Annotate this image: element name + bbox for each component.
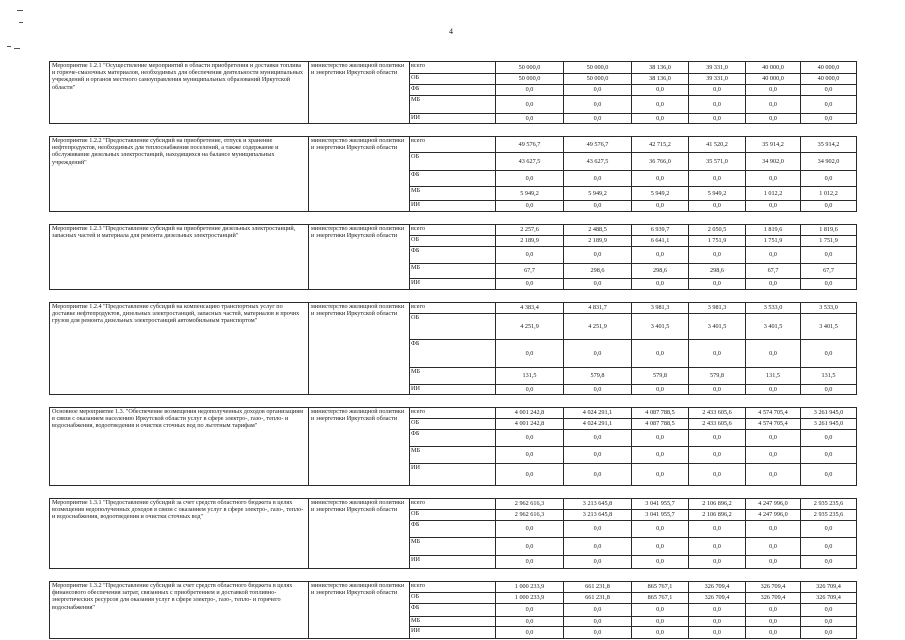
- amount-cell: 0,0: [496, 521, 564, 538]
- amount-cell: 298,6: [689, 264, 746, 279]
- funding-source: ФБ: [410, 171, 496, 187]
- amount-cell: 3 041 955,7: [632, 499, 689, 510]
- amount-cell: 0,0: [564, 114, 632, 124]
- amount-cell: 0,0: [496, 556, 564, 569]
- amount-cell: 0,0: [746, 340, 801, 368]
- amount-cell: 0,0: [564, 447, 632, 464]
- amount-cell: 0,0: [564, 85, 632, 96]
- amount-cell: 0,0: [632, 247, 689, 264]
- amount-cell: 41 520,2: [689, 137, 746, 153]
- amount-cell: 2 962 616,3: [496, 510, 564, 521]
- funding-source: ФБ: [410, 85, 496, 96]
- funding-source: ИИ: [410, 385, 496, 395]
- measure-executor: министерство жилищной политики и энергетики Иркутской области: [309, 408, 410, 486]
- funding-source: всего: [410, 62, 496, 74]
- amount-cell: 0,0: [689, 279, 746, 290]
- amount-cell: 0,0: [632, 279, 689, 290]
- amount-cell: 0,0: [689, 604, 746, 617]
- amount-cell: 3 533,0: [801, 303, 857, 314]
- amount-cell: 50 000,0: [496, 74, 564, 85]
- amount-cell: 2 935 235,6: [801, 510, 857, 521]
- amount-cell: 0,0: [801, 114, 857, 124]
- amount-cell: 0,0: [632, 171, 689, 187]
- measure-name: Мероприятие 1.2.3 "Предоставление субсидий на приобретение дизельных электростанций, запасных частей и материала для ремонта дизельных электростанций": [50, 225, 309, 290]
- table-row: [50, 225, 857, 236]
- funding-source: ФБ: [410, 430, 496, 447]
- amount-cell: 35 914,2: [746, 137, 801, 153]
- amount-cell: 0,0: [689, 521, 746, 538]
- amount-cell: 0,0: [496, 340, 564, 368]
- amount-cell: 0,0: [746, 247, 801, 264]
- amount-cell: 0,0: [689, 96, 746, 114]
- amount-cell: 3 401,5: [632, 314, 689, 340]
- amount-cell: 3 213 645,8: [564, 510, 632, 521]
- amount-cell: 2 488,5: [564, 225, 632, 236]
- amount-cell: 0,0: [801, 171, 857, 187]
- amount-cell: 0,0: [801, 279, 857, 290]
- amount-cell: 326 709,4: [746, 582, 801, 593]
- amount-cell: 0,0: [689, 385, 746, 395]
- amount-cell: 4 831,7: [564, 303, 632, 314]
- amount-cell: 0,0: [496, 385, 564, 395]
- amount-cell: 2 189,9: [564, 236, 632, 247]
- amount-cell: 326 709,4: [801, 593, 857, 604]
- amount-cell: 1 751,9: [801, 236, 857, 247]
- amount-cell: 0,0: [801, 96, 857, 114]
- amount-cell: 35 571,0: [689, 153, 746, 171]
- amount-cell: 3 981,3: [632, 303, 689, 314]
- amount-cell: 0,0: [496, 279, 564, 290]
- funding-source: всего: [410, 225, 496, 236]
- measure-executor: министерство жилищной политики и энергетики Иркутской области: [309, 225, 410, 290]
- amount-cell: 4 574 705,4: [746, 419, 801, 430]
- amount-cell: 1 751,9: [746, 236, 801, 247]
- block-spacer: [50, 486, 857, 499]
- amount-cell: 0,0: [564, 385, 632, 395]
- amount-cell: 40 000,0: [801, 62, 857, 74]
- amount-cell: 0,0: [564, 96, 632, 114]
- amount-cell: 0,0: [801, 85, 857, 96]
- amount-cell: 0,0: [632, 96, 689, 114]
- amount-cell: 4 001 242,8: [496, 419, 564, 430]
- amount-cell: 0,0: [746, 201, 801, 212]
- block-spacer: [50, 212, 857, 225]
- amount-cell: 0,0: [689, 430, 746, 447]
- amount-cell: 0,0: [632, 617, 689, 627]
- amount-cell: 4 247 996,0: [746, 499, 801, 510]
- amount-cell: 0,0: [801, 447, 857, 464]
- funding-source: всего: [410, 303, 496, 314]
- amount-cell: 0,0: [564, 627, 632, 639]
- amount-cell: 3 261 945,0: [801, 408, 857, 419]
- amount-cell: 579,8: [564, 368, 632, 385]
- amount-cell: 67,7: [746, 264, 801, 279]
- amount-cell: 0,0: [746, 171, 801, 187]
- amount-cell: 39 331,0: [689, 62, 746, 74]
- funding-source: ИИ: [410, 556, 496, 569]
- amount-cell: 3 041 955,7: [632, 510, 689, 521]
- amount-cell: 326 709,4: [689, 593, 746, 604]
- amount-cell: 4 247 996,0: [746, 510, 801, 521]
- amount-cell: 0,0: [564, 247, 632, 264]
- amount-cell: 661 231,8: [564, 582, 632, 593]
- amount-cell: 0,0: [564, 279, 632, 290]
- amount-cell: 3 533,0: [746, 303, 801, 314]
- amount-cell: 67,7: [496, 264, 564, 279]
- funding-source: МБ: [410, 96, 496, 114]
- amount-cell: 0,0: [689, 340, 746, 368]
- block-spacer: [50, 290, 857, 303]
- amount-cell: 0,0: [746, 385, 801, 395]
- amount-cell: 0,0: [496, 464, 564, 486]
- table-row: [50, 303, 857, 314]
- amount-cell: 1 819,6: [801, 225, 857, 236]
- funding-source: МБ: [410, 368, 496, 385]
- table-row: [50, 582, 857, 593]
- amount-cell: 36 766,0: [632, 153, 689, 171]
- amount-cell: 0,0: [564, 538, 632, 556]
- amount-cell: 0,0: [801, 385, 857, 395]
- amount-cell: 2 106 896,2: [689, 510, 746, 521]
- amount-cell: 0,0: [801, 617, 857, 627]
- amount-cell: 50 000,0: [564, 74, 632, 85]
- amount-cell: 0,0: [496, 96, 564, 114]
- amount-cell: 0,0: [496, 430, 564, 447]
- amount-cell: 50 000,0: [564, 62, 632, 74]
- amount-cell: 0,0: [746, 114, 801, 124]
- amount-cell: 0,0: [496, 627, 564, 639]
- amount-cell: 131,5: [801, 368, 857, 385]
- amount-cell: 5 949,2: [689, 187, 746, 201]
- amount-cell: 0,0: [496, 114, 564, 124]
- amount-cell: 0,0: [496, 171, 564, 187]
- block-spacer: [50, 569, 857, 582]
- amount-cell: 0,0: [801, 201, 857, 212]
- amount-cell: 0,0: [689, 247, 746, 264]
- amount-cell: 0,0: [564, 430, 632, 447]
- amount-cell: 0,0: [564, 201, 632, 212]
- amount-cell: 0,0: [564, 340, 632, 368]
- amount-cell: 0,0: [801, 521, 857, 538]
- amount-cell: 0,0: [689, 627, 746, 639]
- amount-cell: 0,0: [632, 627, 689, 639]
- amount-cell: 0,0: [689, 617, 746, 627]
- funding-source: всего: [410, 137, 496, 153]
- amount-cell: 0,0: [689, 85, 746, 96]
- amount-cell: 0,0: [689, 538, 746, 556]
- amount-cell: 4 087 788,5: [632, 419, 689, 430]
- amount-cell: 0,0: [689, 201, 746, 212]
- funding-source: всего: [410, 582, 496, 593]
- amount-cell: 2 935 235,6: [801, 499, 857, 510]
- amount-cell: 0,0: [746, 521, 801, 538]
- funding-source: ФБ: [410, 340, 496, 368]
- amount-cell: 0,0: [746, 538, 801, 556]
- amount-cell: 0,0: [632, 85, 689, 96]
- amount-cell: 3 261 945,0: [801, 419, 857, 430]
- amount-cell: 0,0: [496, 85, 564, 96]
- block-spacer: [50, 395, 857, 408]
- measure-name: Мероприятие 1.2.4 "Предоставление субсидий на компенсацию транспортных услуг по доставке нефтепродуктов, дизельных электростанций, запасных частей, материалов и прочих грузов для ремонта дизельных электростанций автомобильным транспортом": [50, 303, 309, 395]
- amount-cell: 50 000,0: [496, 62, 564, 74]
- amount-cell: 40 000,0: [746, 62, 801, 74]
- amount-cell: 865 767,1: [632, 582, 689, 593]
- amount-cell: 0,0: [801, 604, 857, 617]
- amount-cell: 4 087 788,5: [632, 408, 689, 419]
- page-number: 4: [449, 27, 453, 36]
- amount-cell: 43 627,5: [496, 153, 564, 171]
- amount-cell: 0,0: [496, 538, 564, 556]
- funding-source: ФБ: [410, 604, 496, 617]
- amount-cell: 40 000,0: [801, 74, 857, 85]
- funding-source: МБ: [410, 538, 496, 556]
- amount-cell: 2 257,6: [496, 225, 564, 236]
- amount-cell: 2 433 605,6: [689, 408, 746, 419]
- amount-cell: 3 401,5: [746, 314, 801, 340]
- scan-edge-marks: [5, 8, 25, 58]
- amount-cell: 2 050,5: [689, 225, 746, 236]
- amount-cell: 2 106 896,2: [689, 499, 746, 510]
- amount-cell: 0,0: [801, 247, 857, 264]
- measure-executor: министерство жилищной политики и энергетики Иркутской области: [309, 499, 410, 569]
- amount-cell: 0,0: [746, 617, 801, 627]
- amount-cell: 0,0: [801, 556, 857, 569]
- amount-cell: 34 902,0: [746, 153, 801, 171]
- funding-source: ОБ: [410, 419, 496, 430]
- budget-table: [49, 61, 857, 639]
- funding-source: МБ: [410, 264, 496, 279]
- funding-source: ИИ: [410, 464, 496, 486]
- amount-cell: 3 981,3: [689, 303, 746, 314]
- amount-cell: 0,0: [746, 96, 801, 114]
- amount-cell: 38 136,0: [632, 62, 689, 74]
- amount-cell: 1 751,9: [689, 236, 746, 247]
- amount-cell: 4 024 291,1: [564, 408, 632, 419]
- amount-cell: 6 641,1: [632, 236, 689, 247]
- amount-cell: 0,0: [689, 556, 746, 569]
- amount-cell: 1 012,2: [801, 187, 857, 201]
- funding-source: ИИ: [410, 201, 496, 212]
- amount-cell: 49 576,7: [564, 137, 632, 153]
- amount-cell: 0,0: [564, 464, 632, 486]
- amount-cell: 3 401,5: [801, 314, 857, 340]
- amount-cell: 0,0: [496, 617, 564, 627]
- amount-cell: 4 251,9: [496, 314, 564, 340]
- amount-cell: 0,0: [746, 556, 801, 569]
- amount-cell: 0,0: [801, 538, 857, 556]
- amount-cell: 579,8: [689, 368, 746, 385]
- amount-cell: 1 012,2: [746, 187, 801, 201]
- amount-cell: 0,0: [746, 627, 801, 639]
- funding-source: ОБ: [410, 314, 496, 340]
- measure-name: Мероприятие 1.2.1 "Осуществление мероприятий в области приобретения и доставки топлива и горюче-смазочных материалов, необходимых для обеспечения деятельности муниципальных учреждений и органов местного самоуправления муниципальных образований Иркутской области": [50, 62, 309, 124]
- amount-cell: 0,0: [746, 279, 801, 290]
- amount-cell: 0,0: [689, 114, 746, 124]
- amount-cell: 0,0: [632, 430, 689, 447]
- amount-cell: 3 213 645,8: [564, 499, 632, 510]
- amount-cell: 326 709,4: [689, 582, 746, 593]
- amount-cell: 0,0: [746, 447, 801, 464]
- amount-cell: 0,0: [632, 447, 689, 464]
- amount-cell: 1 000 233,9: [496, 593, 564, 604]
- amount-cell: 1 819,6: [746, 225, 801, 236]
- amount-cell: 326 709,4: [801, 582, 857, 593]
- amount-cell: 0,0: [496, 604, 564, 617]
- table-row: [50, 137, 857, 153]
- funding-source: ИИ: [410, 114, 496, 124]
- amount-cell: 0,0: [632, 538, 689, 556]
- amount-cell: 0,0: [632, 604, 689, 617]
- funding-source: ИИ: [410, 627, 496, 639]
- measure-name: Основное мероприятие 1.3. "Обеспечение возмещения недополученных доходов организациям в связи с оказанием населению Иркутской области услуг в сфере электро-, газо-, тепло- и водоснабжения, водоотведения и очистки сточных вод по льготным тарифам": [50, 408, 309, 486]
- amount-cell: 0,0: [632, 114, 689, 124]
- amount-cell: 4 574 705,4: [746, 408, 801, 419]
- funding-source: МБ: [410, 187, 496, 201]
- amount-cell: 326 709,4: [746, 593, 801, 604]
- amount-cell: 42 715,2: [632, 137, 689, 153]
- amount-cell: 49 576,7: [496, 137, 564, 153]
- measure-name: Мероприятие 1.3.2 "Предоставление субсидий за счет средств областного бюджета в целях финансового обеспечения затрат, связанных с приобретением и доставкой топливно-энергетических ресурсов для оказания услуг в сфере электро-, газо-, тепло- и горячего водоснабжения": [50, 582, 309, 639]
- amount-cell: 0,0: [564, 521, 632, 538]
- amount-cell: 3 401,5: [689, 314, 746, 340]
- amount-cell: 5 949,2: [564, 187, 632, 201]
- measure-name: Мероприятие 1.2.2 "Предоставление субсидий на приобретение, отпуск и хранение нефтепродуктов, необходимых для теплоснабжения поселений, а также содержание и обслуживание дизельных электростанций, находящихся на балансе муниципальных учреждений": [50, 137, 309, 212]
- funding-source: ОБ: [410, 74, 496, 85]
- amount-cell: 0,0: [632, 340, 689, 368]
- amount-cell: 38 136,0: [632, 74, 689, 85]
- amount-cell: 131,5: [746, 368, 801, 385]
- amount-cell: 0,0: [564, 556, 632, 569]
- amount-cell: 4 001 242,8: [496, 408, 564, 419]
- funding-source: ОБ: [410, 593, 496, 604]
- funding-source: ИИ: [410, 279, 496, 290]
- measure-executor: министерство жилищной политики и энергетики Иркутской области: [309, 62, 410, 124]
- amount-cell: 298,6: [632, 264, 689, 279]
- amount-cell: 0,0: [564, 617, 632, 627]
- block-spacer: [50, 124, 857, 137]
- table-row: [50, 408, 857, 419]
- amount-cell: 0,0: [746, 604, 801, 617]
- amount-cell: 0,0: [801, 627, 857, 639]
- funding-source: ОБ: [410, 236, 496, 247]
- amount-cell: 0,0: [564, 604, 632, 617]
- amount-cell: 39 331,0: [689, 74, 746, 85]
- amount-cell: 0,0: [746, 464, 801, 486]
- amount-cell: 0,0: [801, 464, 857, 486]
- amount-cell: 0,0: [632, 521, 689, 538]
- amount-cell: 661 231,8: [564, 593, 632, 604]
- amount-cell: 4 251,9: [564, 314, 632, 340]
- funding-source: ОБ: [410, 510, 496, 521]
- amount-cell: 4 383,4: [496, 303, 564, 314]
- amount-cell: 0,0: [496, 201, 564, 212]
- amount-cell: 0,0: [689, 171, 746, 187]
- amount-cell: 67,7: [801, 264, 857, 279]
- amount-cell: 4 024 291,1: [564, 419, 632, 430]
- funding-source: ОБ: [410, 153, 496, 171]
- amount-cell: 0,0: [496, 447, 564, 464]
- amount-cell: 0,0: [632, 201, 689, 212]
- amount-cell: 0,0: [689, 464, 746, 486]
- amount-cell: 865 767,1: [632, 593, 689, 604]
- amount-cell: 0,0: [746, 430, 801, 447]
- amount-cell: 0,0: [632, 464, 689, 486]
- funding-source: МБ: [410, 447, 496, 464]
- amount-cell: 2 433 605,6: [689, 419, 746, 430]
- amount-cell: 2 189,9: [496, 236, 564, 247]
- amount-cell: 0,0: [632, 385, 689, 395]
- measure-executor: министерство жилищной политики и энергетики Иркутской области: [309, 137, 410, 212]
- funding-source: ФБ: [410, 521, 496, 538]
- funding-source: всего: [410, 408, 496, 419]
- measure-executor: министерство жилищной политики и энергетики Иркутской области: [309, 303, 410, 395]
- funding-source: ФБ: [410, 247, 496, 264]
- amount-cell: 35 914,2: [801, 137, 857, 153]
- amount-cell: 131,5: [496, 368, 564, 385]
- funding-source: всего: [410, 499, 496, 510]
- amount-cell: 1 000 233,9: [496, 582, 564, 593]
- measure-executor: министерство жилищной политики и энергетики Иркутской области: [309, 582, 410, 639]
- measure-name: Мероприятие 1.3.1 "Предоставление субсидий за счет средств областного бюджета в целях возмещения недополученных доходов в связи с оказанием услуг в сфере электро-, газо-, тепло- и водоснабжения, водоотведения и очистки сточных вод": [50, 499, 309, 569]
- amount-cell: 0,0: [496, 247, 564, 264]
- amount-cell: 5 949,2: [496, 187, 564, 201]
- table-row: [50, 499, 857, 510]
- amount-cell: 43 627,5: [564, 153, 632, 171]
- amount-cell: 0,0: [564, 171, 632, 187]
- table-row: [50, 62, 857, 74]
- amount-cell: 298,6: [564, 264, 632, 279]
- funding-source: МБ: [410, 617, 496, 627]
- amount-cell: 0,0: [801, 430, 857, 447]
- amount-cell: 579,8: [632, 368, 689, 385]
- amount-cell: 6 939,7: [632, 225, 689, 236]
- amount-cell: 0,0: [632, 556, 689, 569]
- amount-cell: 2 962 616,3: [496, 499, 564, 510]
- amount-cell: 34 902,0: [801, 153, 857, 171]
- amount-cell: 5 949,2: [632, 187, 689, 201]
- amount-cell: 0,0: [801, 340, 857, 368]
- amount-cell: 0,0: [746, 85, 801, 96]
- amount-cell: 40 000,0: [746, 74, 801, 85]
- amount-cell: 0,0: [689, 447, 746, 464]
